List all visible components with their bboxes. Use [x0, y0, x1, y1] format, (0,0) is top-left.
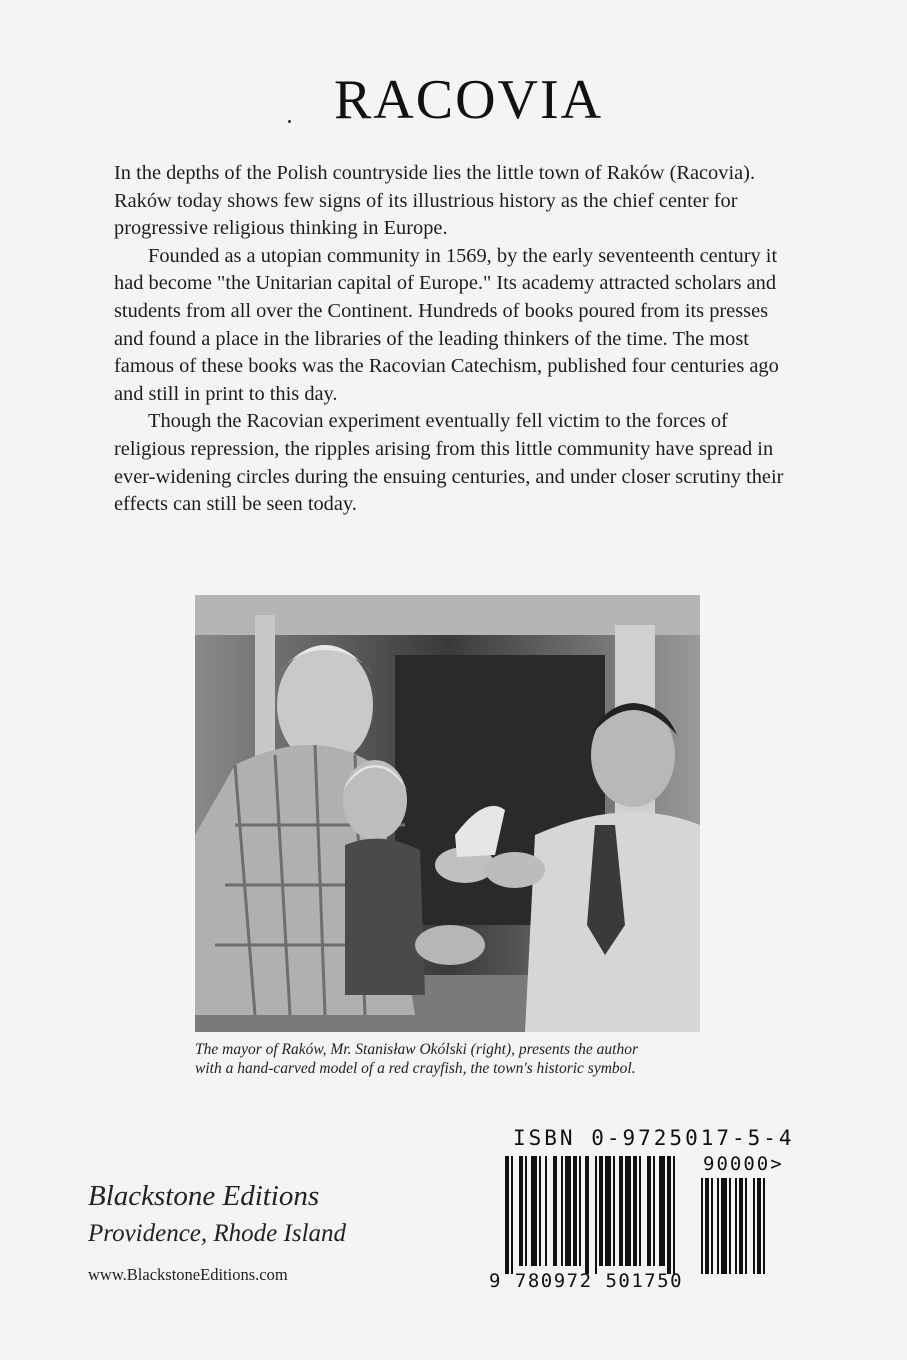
isbn-barcode [489, 1126, 795, 1296]
barcode-bar [565, 1156, 571, 1266]
publisher-url: www.BlackstoneEditions.com [88, 1265, 288, 1284]
addon-bar [701, 1178, 703, 1274]
blurb-paragraph-1: In the depths of the Polish countryside lies the little town of Raków (Racovia). Raków today shows few signs of its illustrious history as the chief center for progressive religious thinking in Europe. [114, 162, 756, 240]
barcode-bar [531, 1156, 537, 1266]
barcode-bar [573, 1156, 577, 1266]
addon-bar [717, 1178, 719, 1274]
title-dot [288, 120, 291, 123]
caption-line-1: The mayor of Raków, Mr. Stanisław Okólski (right), presents the author [195, 1041, 639, 1058]
publisher-name: Blackstone Editions [88, 1180, 320, 1212]
barcode-bar [653, 1156, 655, 1266]
addon-bar [729, 1178, 731, 1274]
isbn-label: ISBN 0-9725017-5-4 [513, 1126, 795, 1150]
addon-bar [739, 1178, 743, 1274]
addon-bar [735, 1178, 737, 1274]
barcode-bar [553, 1156, 557, 1266]
barcode-bar [595, 1156, 597, 1274]
addon-bar [711, 1178, 713, 1274]
blurb [114, 160, 794, 519]
addon-bar [753, 1178, 755, 1274]
barcode-addon: 90000> [703, 1153, 784, 1175]
barcode-bar [659, 1156, 665, 1266]
caption-line-2: with a hand-carved model of a red crayfish, the town's historic symbol. [195, 1060, 636, 1077]
blurb-paragraph-3: Though the Racovian experiment eventually fell victim to the forces of religious repression, the ripples arising from this little community have spread in ever-widening circles during the ensuing centuries, and under closer scrutiny their effects can still be seen today. [114, 410, 784, 516]
barcode-bar [585, 1156, 589, 1274]
addon-bar [763, 1178, 765, 1274]
addon-bar [745, 1178, 747, 1274]
barcode-bar [519, 1156, 523, 1266]
barcode-bar [667, 1156, 671, 1274]
barcode-bar [647, 1156, 651, 1266]
barcode-bar [579, 1156, 581, 1266]
cover-photo [195, 595, 700, 1032]
barcode-bar [613, 1156, 615, 1266]
barcode-bar [525, 1156, 527, 1266]
photo-caption [195, 1040, 715, 1078]
barcode-bar [673, 1156, 675, 1274]
barcode-bar [561, 1156, 563, 1266]
blurb-paragraph-2: Founded as a utopian community in 1569, by the early seventeenth century it had become "the Unitarian capital of Europe." Its academy attracted scholars and students from all over the Continent. Hundreds of books poured from its presses and found a place in the libraries of the leading thinkers of the time. The most famous of these books was the Racovian Catechism, published four centuries ago and still in print to this day. [114, 244, 779, 405]
addon-bar [705, 1178, 709, 1274]
barcode-bar [599, 1156, 603, 1266]
book-title: RACOVIA [333, 69, 604, 131]
addon-bar [721, 1178, 727, 1274]
barcode-bar [639, 1156, 641, 1266]
barcode-bar [505, 1156, 509, 1274]
barcode-bar [545, 1156, 547, 1266]
publisher-block [88, 1178, 346, 1252]
ean-digits: 9 780972 501750 [489, 1270, 684, 1292]
barcode-bars [505, 1156, 795, 1276]
barcode-bar [633, 1156, 637, 1266]
publisher-place: Providence, Rhode Island [88, 1220, 347, 1247]
barcode-bar [619, 1156, 623, 1266]
barcode-bar [511, 1156, 513, 1274]
barcode-bar [625, 1156, 631, 1266]
barcode-bar [539, 1156, 541, 1266]
addon-bar [757, 1178, 761, 1274]
barcode-bar [605, 1156, 611, 1266]
